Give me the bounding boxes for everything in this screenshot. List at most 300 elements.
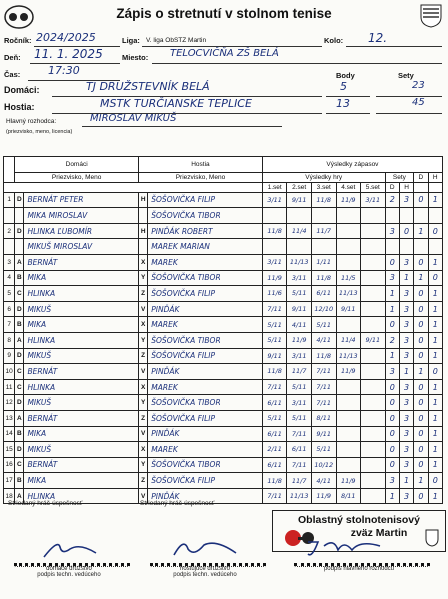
home-player <box>24 223 139 239</box>
set-score <box>336 270 361 286</box>
away-player-text: ŠOŠOVIČKA TIBOR <box>151 398 221 408</box>
table-row <box>4 254 443 270</box>
result-pd-text: 0 <box>418 444 424 454</box>
result-ph-text: 1 <box>432 460 438 470</box>
home-letter: C <box>15 457 24 473</box>
set-score-text: 3/11 <box>291 398 307 407</box>
result-ph <box>428 395 442 411</box>
set-score <box>311 239 336 255</box>
result-sd-text: 0 <box>389 413 395 423</box>
set-score <box>311 223 336 239</box>
home-player <box>24 239 139 255</box>
set-score <box>336 348 361 364</box>
set-score <box>287 395 312 411</box>
rozhodca-value: MIROSLAV MIKUŠ <box>90 113 177 124</box>
home-player <box>24 270 139 286</box>
away-player <box>148 286 263 302</box>
set-score <box>262 426 287 442</box>
home-letter: B <box>15 426 24 442</box>
set-score <box>361 364 386 380</box>
result-sd <box>385 270 399 286</box>
kolo-label: Kolo: <box>324 36 344 45</box>
result-sd <box>385 317 399 333</box>
set-score <box>262 270 287 286</box>
away-letter: X <box>139 442 148 458</box>
set-score <box>262 457 287 473</box>
set-score <box>287 239 312 255</box>
set-score-text: 7/11 <box>316 398 332 407</box>
home-player-text: MIKUŠ <box>27 351 52 361</box>
set-score-text: 11/9 <box>340 476 356 485</box>
away-letter: Y <box>139 457 148 473</box>
set-score-text: 8/11 <box>340 492 356 501</box>
set-score-text: 5/11 <box>291 383 307 392</box>
result-ph <box>428 208 442 224</box>
result-sd-text: 1 <box>389 491 395 501</box>
header-hostia: Hostia <box>139 157 263 173</box>
home-letter: B <box>15 473 24 489</box>
set-score <box>262 239 287 255</box>
home-player-text: MIKA <box>27 320 47 330</box>
hostia-value: MSTK TURČIANSKE TEPLICE <box>100 97 252 110</box>
header-priezvisko-home: Priezvisko, Meno <box>15 172 139 182</box>
home-player <box>24 301 139 317</box>
table-row <box>4 317 443 333</box>
set-score <box>311 301 336 317</box>
result-sd <box>385 192 399 208</box>
home-player-text: MIKUŠ <box>27 304 52 314</box>
result-sd-text: 3 <box>389 366 395 376</box>
set-score <box>361 239 386 255</box>
set-score-text: 4/11 <box>291 320 307 329</box>
set-score <box>361 457 386 473</box>
home-letter: D <box>15 223 24 239</box>
home-letter: D <box>15 442 24 458</box>
away-letter: X <box>139 254 148 270</box>
miesto-value: TELOCVIČŇA ZŠ BELÁ <box>170 48 279 59</box>
set-score <box>287 473 312 489</box>
cas-value: 17:30 <box>48 64 80 77</box>
result-sd <box>385 301 399 317</box>
away-letter: Y <box>139 332 148 348</box>
set-score <box>311 379 336 395</box>
set-score <box>361 317 386 333</box>
away-player-text: PINĎÁK <box>151 304 180 314</box>
home-letter: D <box>15 395 24 411</box>
result-pd-text: 0 <box>418 382 424 392</box>
set-score <box>262 208 287 224</box>
result-sh-text: 3 <box>404 413 410 423</box>
table-row <box>4 286 443 302</box>
set-score <box>361 426 386 442</box>
row-number: 18 <box>4 488 15 504</box>
home-player <box>24 442 139 458</box>
set-score <box>336 410 361 426</box>
away-player-text: ŠOŠOVIČKA FILIP <box>151 195 216 205</box>
set-score <box>336 254 361 270</box>
result-ph-text: 0 <box>432 226 438 236</box>
set-score-text: 11/4 <box>340 336 356 345</box>
set-score <box>287 208 312 224</box>
set-score-text: 9/11 <box>365 336 381 345</box>
set-score <box>361 379 386 395</box>
result-sd-text: 3 <box>389 273 395 283</box>
set-score-text: 5/11 <box>316 320 332 329</box>
home-player <box>24 348 139 364</box>
result-ph-text: 1 <box>432 491 438 501</box>
home-player <box>24 457 139 473</box>
set-score-text: 10/12 <box>314 460 334 469</box>
result-sd <box>385 410 399 426</box>
home-player <box>24 379 139 395</box>
set-score-text: 11/7 <box>291 367 307 376</box>
result-sh <box>399 270 413 286</box>
set-score-text: 11/7 <box>291 476 307 485</box>
home-player-text: HLINKA <box>27 491 56 501</box>
result-ph <box>428 223 442 239</box>
result-ph-text: 1 <box>432 382 438 392</box>
table-row <box>4 395 443 411</box>
row-number <box>4 239 15 255</box>
home-letter: B <box>15 270 24 286</box>
away-player-text: ŠOŠOVIČKA TIBOR <box>151 335 221 345</box>
set-score <box>361 270 386 286</box>
result-pd-text: 0 <box>418 460 424 470</box>
result-pd <box>414 192 428 208</box>
away-player-text: MAREK <box>151 444 178 454</box>
hostia-body: 13 <box>336 97 350 110</box>
away-player <box>148 208 263 224</box>
header-set1: 1.set <box>262 182 287 192</box>
header-priezvisko-away: Priezvisko, Meno <box>139 172 263 182</box>
set-score-text: 9/11 <box>316 429 332 438</box>
result-sh <box>399 488 413 504</box>
set-score <box>262 488 287 504</box>
result-sh <box>399 208 413 224</box>
set-score <box>336 192 361 208</box>
away-player <box>148 457 263 473</box>
set-score <box>361 286 386 302</box>
result-sh <box>399 317 413 333</box>
result-pd <box>414 223 428 239</box>
result-ph <box>428 442 442 458</box>
set-score <box>287 270 312 286</box>
home-player-text: MIKUŠ <box>27 398 52 408</box>
table-row <box>4 223 443 239</box>
home-player <box>24 192 139 208</box>
set-score-text: 11/8 <box>316 351 332 360</box>
domaci-label: Domáci: <box>4 85 40 95</box>
result-sd-text: 0 <box>389 444 395 454</box>
liga-label: Liga: <box>122 36 140 45</box>
set-score-text: 6/11 <box>267 429 282 438</box>
set-score-text: 11/8 <box>267 476 282 485</box>
result-sd <box>385 223 399 239</box>
set-score-text: 9/11 <box>340 305 356 314</box>
away-player-text: MAREK <box>151 257 178 267</box>
set-score <box>336 239 361 255</box>
row-number: 17 <box>4 473 15 489</box>
table-row <box>4 270 443 286</box>
den-value: 11. 1. 2025 <box>34 47 103 61</box>
result-sh <box>399 364 413 380</box>
set-score <box>262 317 287 333</box>
table-row <box>4 239 443 255</box>
away-letter: Z <box>139 410 148 426</box>
row-number: 13 <box>4 410 15 426</box>
table-row <box>4 192 443 208</box>
result-pd <box>414 239 428 255</box>
signature-home-caption: domáce družstvo podpis techn. vedúceho <box>37 566 101 578</box>
kolo-value: 12. <box>368 31 388 45</box>
result-pd <box>414 410 428 426</box>
result-pd-text: 0 <box>418 304 424 314</box>
set-score-text: 4/11 <box>316 476 332 485</box>
result-pd <box>414 442 428 458</box>
result-sd <box>385 364 399 380</box>
set-score <box>287 488 312 504</box>
header-set5: 5.set <box>361 182 386 192</box>
result-sd-text: 0 <box>389 320 395 330</box>
home-letter: C <box>15 286 24 302</box>
result-ph-text: 1 <box>432 413 438 423</box>
set-score <box>287 192 312 208</box>
result-sd <box>385 286 399 302</box>
result-pd-text: 1 <box>418 366 424 376</box>
result-sd-text: 0 <box>389 460 395 470</box>
home-letter: C <box>15 364 24 380</box>
row-number <box>4 208 15 224</box>
set-score <box>336 488 361 504</box>
result-pd-text: 0 <box>418 351 424 361</box>
set-score <box>311 270 336 286</box>
cas-label: Čas: <box>4 70 21 79</box>
away-player-text: MAREK MARIAN <box>151 242 210 252</box>
result-pd <box>414 270 428 286</box>
home-player <box>24 208 139 224</box>
home-player-text: MIKA <box>27 429 47 439</box>
set-score-text: 11/9 <box>316 492 332 501</box>
header-d: D <box>414 172 428 182</box>
home-letter: A <box>15 332 24 348</box>
set-score-text: 5/11 <box>267 320 282 329</box>
result-pd <box>414 426 428 442</box>
away-player <box>148 270 263 286</box>
result-sh <box>399 457 413 473</box>
result-ph <box>428 254 442 270</box>
away-letter: Z <box>139 473 148 489</box>
table-row <box>4 442 443 458</box>
away-player <box>148 317 263 333</box>
home-letter: B <box>15 317 24 333</box>
row-number: 2 <box>4 223 15 239</box>
result-pd <box>414 457 428 473</box>
result-ph-text: 1 <box>432 444 438 454</box>
domaci-value: TJ DRUŽSTEVNÍK BELÁ <box>86 80 210 93</box>
set-score <box>336 457 361 473</box>
row-number: 11 <box>4 379 15 395</box>
away-letter: V <box>139 426 148 442</box>
result-ph-text: 1 <box>432 335 438 345</box>
result-sh <box>399 426 413 442</box>
away-player <box>148 239 263 255</box>
away-letter: Y <box>139 395 148 411</box>
result-pd-text: 0 <box>418 195 424 205</box>
home-letter <box>15 208 24 224</box>
den-label: Deň: <box>4 53 21 62</box>
set-score <box>361 348 386 364</box>
set-score <box>262 223 287 239</box>
home-player-text: BERNÁT <box>27 257 58 267</box>
row-number: 6 <box>4 301 15 317</box>
set-score-text: 2/11 <box>267 445 282 454</box>
row-number: 5 <box>4 286 15 302</box>
result-sh <box>399 192 413 208</box>
results-table <box>3 156 443 504</box>
set-score <box>361 332 386 348</box>
rocnik-label: Ročník: <box>4 36 32 45</box>
result-pd-text: 1 <box>418 273 424 283</box>
result-ph-text: 0 <box>432 366 438 376</box>
result-pd <box>414 208 428 224</box>
result-sh <box>399 223 413 239</box>
set-score <box>287 301 312 317</box>
away-player-text: PINĎÁK <box>151 429 180 439</box>
away-player-text: PINĎÁK ROBERT <box>151 226 213 236</box>
header-vysledky-hry: Výsledky hry <box>262 172 385 182</box>
result-sd <box>385 395 399 411</box>
result-pd-text: 0 <box>418 320 424 330</box>
result-ph <box>428 317 442 333</box>
result-ph <box>428 364 442 380</box>
result-sd <box>385 208 399 224</box>
home-player-text: HLINKA ĽUBOMÍR <box>27 226 93 236</box>
sety-header: Sety <box>398 71 414 80</box>
set-score <box>336 364 361 380</box>
result-sh <box>399 239 413 255</box>
home-player-text: BERNÁT <box>27 366 58 376</box>
header-h: H <box>428 172 442 182</box>
home-player-text: HLINKA <box>27 382 56 392</box>
header-set2: 2.set <box>287 182 312 192</box>
result-sh-text: 3 <box>404 304 410 314</box>
set-score <box>311 286 336 302</box>
row-number: 1 <box>4 192 15 208</box>
home-player-text: MIKUŠ <box>27 444 52 454</box>
result-sd <box>385 332 399 348</box>
header-d2 <box>414 182 428 192</box>
header-vysledky: Výsledky zápasov <box>262 157 442 173</box>
result-sd-text: 0 <box>389 429 395 439</box>
result-ph-text: 0 <box>432 273 438 283</box>
result-sd <box>385 473 399 489</box>
result-sh-text: 3 <box>404 195 410 205</box>
result-ph-text: 1 <box>432 429 438 439</box>
away-player <box>148 254 263 270</box>
set-score-text: 5/11 <box>291 289 307 298</box>
row-number: 8 <box>4 332 15 348</box>
signature-home-icon <box>40 535 100 561</box>
set-score <box>311 488 336 504</box>
result-pd-text: 1 <box>418 476 424 486</box>
set-score-text: 3/11 <box>365 195 381 204</box>
set-score <box>287 379 312 395</box>
striedany-home: Striedaný hráč-úspešnosť <box>8 500 83 507</box>
miesto-label: Miesto: <box>122 53 149 62</box>
set-score <box>262 410 287 426</box>
set-score-text: 11/13 <box>338 289 358 298</box>
rozhodca-label: Hlavný rozhodca: <box>6 118 57 125</box>
away-player <box>148 223 263 239</box>
set-score <box>262 332 287 348</box>
result-ph <box>428 301 442 317</box>
result-pd <box>414 488 428 504</box>
away-player-text: ŠOŠOVIČKA FILIP <box>151 476 216 486</box>
result-sh-text: 1 <box>404 273 410 283</box>
result-sh-text: 3 <box>404 398 410 408</box>
set-score <box>336 208 361 224</box>
oblast-title: Oblastný stolnotenisový <box>298 514 420 526</box>
set-score <box>287 332 312 348</box>
set-score <box>262 473 287 489</box>
set-score <box>287 286 312 302</box>
set-score-text: 11/9 <box>291 336 307 345</box>
result-ph-text: 1 <box>432 257 438 267</box>
table-row <box>4 364 443 380</box>
set-score-text: 1/11 <box>316 258 332 267</box>
table-row <box>4 208 443 224</box>
set-score <box>262 379 287 395</box>
set-score <box>336 332 361 348</box>
rocnik-value: 2024/2025 <box>36 31 96 44</box>
result-sh <box>399 332 413 348</box>
result-ph <box>428 270 442 286</box>
set-score-text: 11/8 <box>316 195 332 204</box>
away-letter <box>139 208 148 224</box>
result-sd-text: 0 <box>389 382 395 392</box>
home-player <box>24 473 139 489</box>
result-ph-text: 0 <box>432 476 438 486</box>
home-letter <box>15 239 24 255</box>
domaci-sety: 23 <box>412 80 425 91</box>
set-score-text: 3/11 <box>267 258 282 267</box>
row-number: 16 <box>4 457 15 473</box>
home-player-text: MIKUŠ MIROSLAV <box>27 242 93 252</box>
set-score <box>361 223 386 239</box>
result-pd-text: 0 <box>418 429 424 439</box>
result-pd <box>414 301 428 317</box>
set-score-text: 5/11 <box>267 336 282 345</box>
away-player-text: ŠOŠOVIČKA TIBOR <box>151 210 221 220</box>
result-ph <box>428 426 442 442</box>
result-sd-text: 1 <box>389 304 395 314</box>
home-player <box>24 332 139 348</box>
result-ph-text: 1 <box>432 288 438 298</box>
header-sety: Sety <box>385 172 414 182</box>
set-score-text: 11/13 <box>289 258 309 267</box>
set-score-text: 7/11 <box>291 460 307 469</box>
away-player-text: PINĎÁK <box>151 366 180 376</box>
result-sd <box>385 488 399 504</box>
home-player <box>24 286 139 302</box>
result-sd <box>385 348 399 364</box>
set-score <box>311 364 336 380</box>
crest-small-icon <box>425 529 439 547</box>
set-score <box>311 348 336 364</box>
set-score <box>287 410 312 426</box>
result-sh-text: 3 <box>404 320 410 330</box>
table-row <box>4 348 443 364</box>
